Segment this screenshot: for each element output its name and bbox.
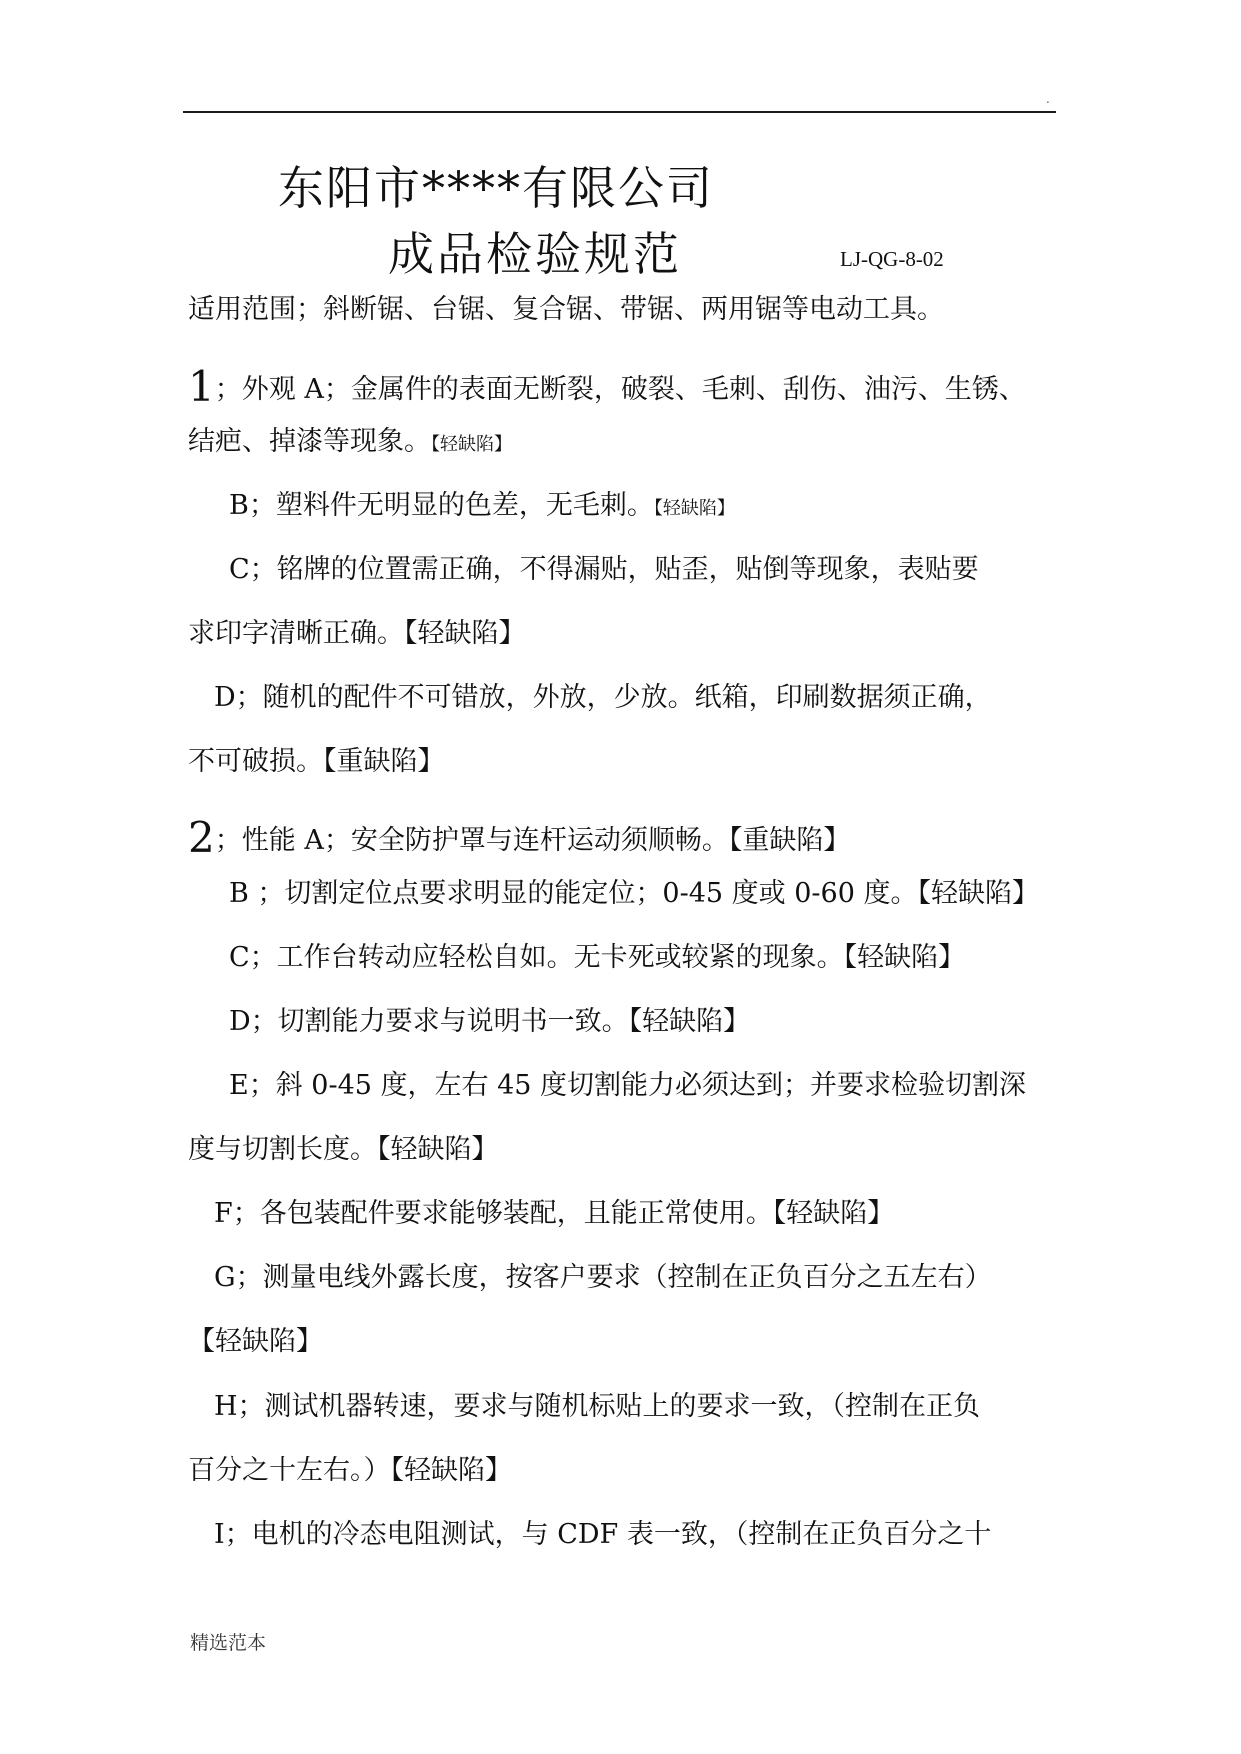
defect-tag: 【轻缺陷】 [431,434,512,455]
section2-b: B ；切割定位点要求明显的能定位；0-45 度或 0-60 度。【轻缺陷】 [229,878,1039,909]
section1-a-text: ；外观 A；金属件的表面无断裂，破裂、毛刺、刮伤、油污、生锈、 [214,374,1026,405]
section2-e-line1: E；斜 0-45 度，左右 45 度切割能力必须达到；并要求检验切割深 [229,1070,1027,1101]
section2-g-line1: G；测量电线外露长度，按客户要求（控制在正负百分之五左右） [214,1262,992,1293]
section2-e-line2: 度与切割长度。【轻缺陷】 [188,1134,499,1165]
section1-b [229,492,735,519]
section2-c: C；工作台转动应轻松自如。无卡死或较紧的现象。【轻缺陷】 [229,942,966,973]
section1-line2 [188,428,512,455]
section2-g-line2: 【轻缺陷】 [188,1326,323,1357]
section2-h-line2: 百分之十左右。）【轻缺陷】 [188,1455,512,1486]
section1-c-line1: C；铭牌的位置需正确，不得漏贴，贴歪，贴倒等现象，表贴要 [229,554,979,585]
section2-h-line1: H；测试机器转速，要求与随机标贴上的要求一致，（控制在正负 [214,1391,981,1422]
section2-d: D；切割能力要求与说明书一致。【轻缺陷】 [229,1006,751,1037]
document-title: 成品检验规范 [388,227,682,281]
company-name: 东阳市****有限公司 [278,161,714,215]
section2-a-text: ；性能 A；安全防护罩与连杆运动须顺畅。【重缺陷】 [214,825,851,856]
document-code: LJ-QG-8-02 [840,247,944,271]
section2-i-line1: I；电机的冷态电阻测试，与 CDF 表一致，（控制在正负百分之十 [214,1519,992,1550]
section2-f: F；各包装配件要求能够装配，且能正常使用。【轻缺陷】 [214,1198,895,1229]
defect-tag: 【轻缺陷】 [653,498,735,519]
header-rule [183,111,1056,113]
section1-a-cont: 结疤、掉漆等现象。 [188,426,431,457]
section1-d-line2: 不可破损。【重缺陷】 [188,746,445,777]
section1-line1 [188,362,1026,411]
header-dot: . [1046,92,1050,106]
section1-d-line1: D；随机的配件不可错放，外放，少放。纸箱，印刷数据须正确， [214,682,992,713]
scope-text: 适用范围；斜断锯、台锯、复合锯、带锯、两用锯等电动工具。 [188,294,944,325]
section1-c-line2: 求印字清晰正确。【轻缺陷】 [188,618,526,649]
section1-number: 1 [188,362,215,411]
section2-line-a [188,813,851,862]
footer-label: 精选范本 [190,1632,267,1654]
section2-number: 2 [188,813,215,862]
section1-b-text: B；塑料件无明显的色差，无毛刺。 [229,490,654,521]
